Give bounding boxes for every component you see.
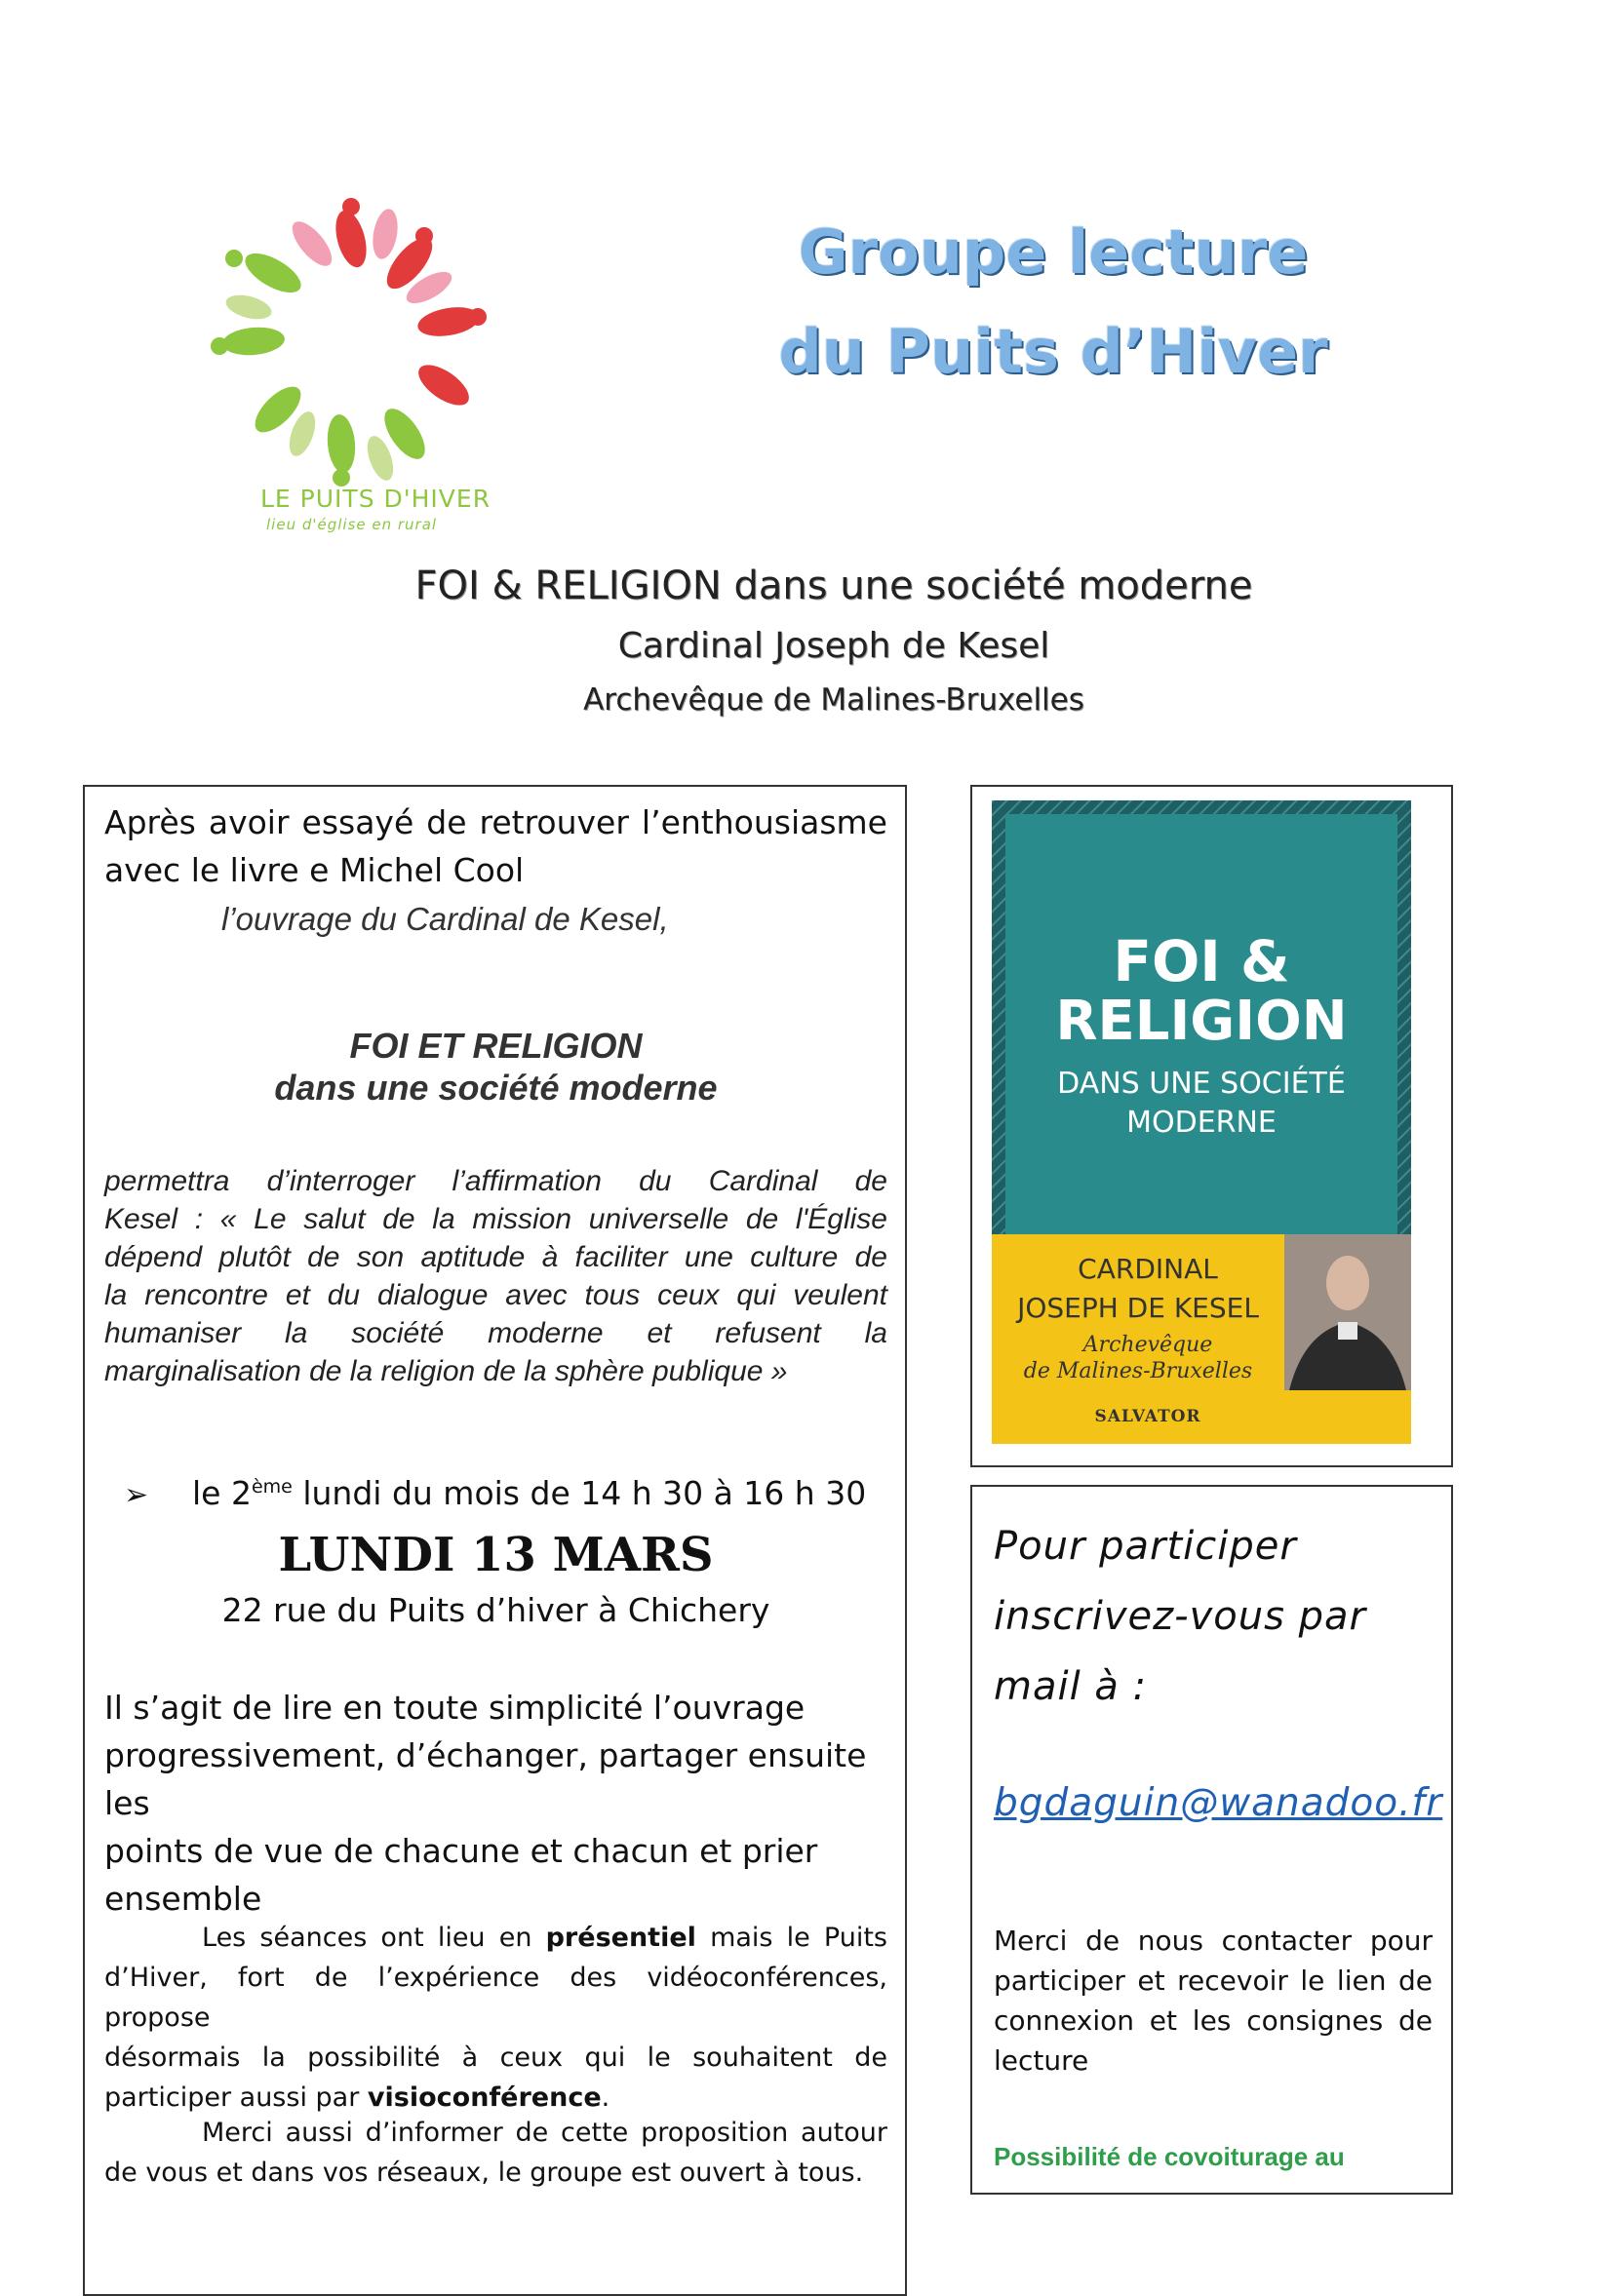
email-link[interactable]: bgdaguin@wanadoo.fr <box>994 1781 1443 1825</box>
para-line: ensemble <box>104 1880 262 1918</box>
cardinal-photo <box>1284 1234 1411 1390</box>
cover-title-4: MODERNE <box>1126 1106 1277 1140</box>
intro-work: l’ouvrage du Cardinal de Kesel, <box>221 901 669 937</box>
cover-title-2: RELIGION <box>1055 990 1348 1053</box>
text-segment: mais le Puits <box>695 1923 888 1953</box>
quote-line: Kesel : « Le salut de la mission universelle de l'Église <box>104 1203 887 1235</box>
text-segment: Les séances ont lieu en <box>202 1923 546 1953</box>
book-cover <box>992 800 1411 1444</box>
para-line <box>104 1918 887 1958</box>
cardinal-quote <box>104 1162 887 1390</box>
quote-line: dépend plutôt de son aptitude à faciliter une culture de <box>104 1241 887 1273</box>
puits-dhiver-logo <box>210 195 531 546</box>
schedule-suffix: lundi du mois de 14 h 30 à 16 h 30 <box>292 1474 867 1512</box>
contact-line: lecture <box>994 2044 1089 2077</box>
quote-line: marginalisation de la religion de la sphère publique » <box>104 1355 788 1387</box>
bold-presentiel: présentiel <box>545 1923 696 1953</box>
book-author: Cardinal Joseph de Kesel <box>617 626 1050 666</box>
schedule-prefix: le 2 <box>192 1474 252 1512</box>
para-line: désormais la possibilité à ceux qui le souhaitent de <box>104 2043 887 2073</box>
para-line: points de vue de chacune et chacun et prier <box>104 1832 818 1870</box>
meeting-date: LUNDI 13 MARS <box>278 1528 714 1582</box>
signup-line: inscrivez-vous par <box>994 1594 1366 1639</box>
page-title-line2: du Puits d’Hiver <box>778 316 1328 387</box>
para-line: d’Hiver, fort de l’expérience des vidéoconférences, propose <box>104 1963 887 2033</box>
logo-name: LE PUITS D'HIVER <box>260 485 491 513</box>
para-line: Merci aussi d’informer de cette proposition autour <box>202 2118 887 2148</box>
contact-line: participer et recevoir le lien de <box>994 1965 1433 1997</box>
description-paragraph <box>104 1684 887 1923</box>
arrow-bullet-icon: ➢ <box>124 1478 149 1512</box>
book-cover-box <box>970 785 1453 1467</box>
para-line: progressivement, d’échanger, partager ensuite les <box>104 1736 867 1822</box>
contact-line: connexion et les consignes de <box>994 2004 1433 2037</box>
cover-title-3: DANS UNE SOCIÉTÉ <box>1057 1067 1346 1101</box>
contact-line: Merci de nous contacter pour <box>994 1925 1433 1957</box>
contact-text <box>994 1921 1433 2081</box>
logo-figures-icon <box>211 198 487 486</box>
meeting-address: 22 rue du Puits d’hiver à Chichery <box>221 1591 770 1629</box>
intro-line-2: avec le livre e Michel Cool <box>104 851 525 889</box>
para-line: de vous et dans vos réseaux, le groupe est ouvert à tous. <box>104 2158 864 2188</box>
contact-box <box>970 1485 1453 2195</box>
cover-author-1: CARDINAL <box>1078 1253 1218 1285</box>
quote-line: la rencontre et du dialogue avec tous ceux qui veulent <box>104 1279 887 1311</box>
signup-text <box>994 1511 1433 1722</box>
cover-role-2: de Malines-Bruxelles <box>1023 1359 1253 1383</box>
book-title-1: FOI ET RELIGION <box>349 1026 643 1066</box>
share-paragraph <box>104 2113 887 2193</box>
schedule-line <box>124 1474 885 1512</box>
bold-visioconference: visioconférence <box>367 2082 602 2113</box>
schedule-sup: ème <box>251 1476 293 1498</box>
book-subtitle: FOI & RELIGION dans une société moderne <box>414 564 1253 608</box>
text-segment: participer aussi par <box>104 2082 368 2113</box>
sessions-paragraph <box>104 1918 887 2118</box>
cover-publisher: SALVATOR <box>1094 1407 1201 1426</box>
cover-title-1: FOI & <box>1113 928 1290 994</box>
book-title-2: dans une société moderne <box>274 1068 718 1108</box>
quote-line: humaniser la société moderne et refusent la <box>104 1317 887 1349</box>
signup-line: mail à : <box>994 1664 1148 1709</box>
intro-text <box>104 798 887 894</box>
intro-line-1: Après avoir essayé de retrouver l’enthousiasme <box>104 803 887 841</box>
para-line: Il s’agit de lire en toute simplicité l’ouvrage <box>104 1689 806 1727</box>
page-title-line1: Groupe lecture <box>798 216 1309 288</box>
para-line <box>104 2078 887 2118</box>
logo-tagline: lieu d'église en rural <box>266 516 438 533</box>
cover-role-1: Archevêque <box>1082 1333 1213 1357</box>
quote-line: permettra d’interroger l’affirmation du Cardinal de <box>104 1165 887 1197</box>
text-segment: . <box>601 2082 610 2113</box>
cover-author-2: JOSEPH DE KESEL <box>1017 1292 1259 1324</box>
description-box <box>83 785 907 2296</box>
author-role: Archevêque de Malines-Bruxelles <box>583 682 1084 718</box>
signup-line: Pour participer <box>994 1524 1297 1569</box>
carpool-note: Possibilité de covoiturage au <box>994 2142 1345 2171</box>
